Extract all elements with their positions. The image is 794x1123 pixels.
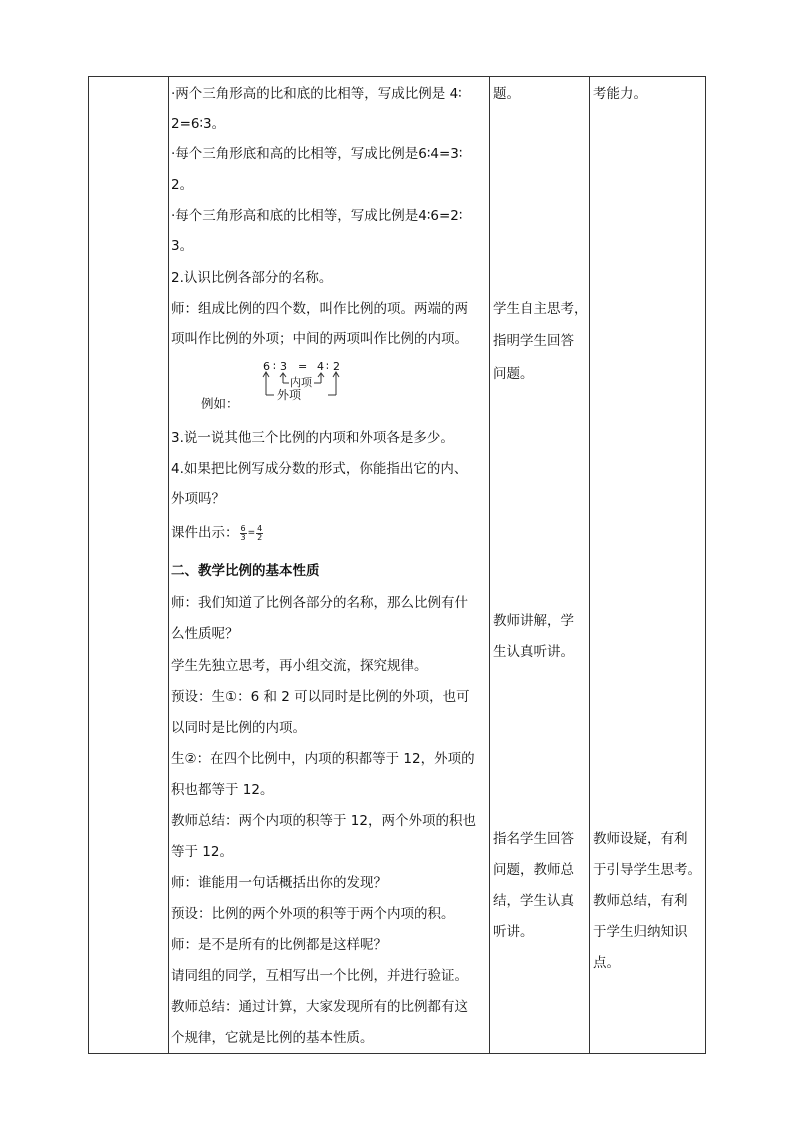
content-line: 2.认识比例各部分的名称。 [171,270,333,286]
section-heading: 二、教学比例的基本性质 [171,563,320,579]
diagram-equals: = [298,360,308,373]
intent-line: 教师总结，有利 [593,893,688,909]
content-line: 预设：生①：6 和 2 可以同时是比例的外项，也可 [171,689,470,705]
fraction: $\frac{4}{2}$ [257,523,263,542]
content-line: 等于 12。 [171,844,233,860]
diagram-term: 2 [333,360,340,373]
diagram-term: 6 [263,360,270,373]
content-line: 师：组成比例的四个数，叫作比例的项。两端的两 [171,301,468,317]
content-line: 2=6∶3。 [171,116,226,132]
outer-terms-label: 外项 [277,388,302,402]
activity-line: 教师讲解，学 [493,613,574,629]
content-line: 生②：在四个比例中，内项的积都等于 12，外项的 [171,751,475,767]
column-divider [168,77,169,1053]
activity-line: 听讲。 [493,924,534,940]
content-line: 2。 [171,177,194,193]
diagram-colon: ∶ [273,360,276,373]
diagram-colon: ∶ [326,360,329,373]
content-line: 请同组的同学，互相写出一个比例，并进行验证。 [171,968,468,984]
lesson-plan-table [88,76,706,1054]
content-line: 教师总结：两个内项的积等于 12，两个外项的积也 [171,813,476,829]
activity-line: 结，学生认真 [493,893,574,909]
intent-line: 于引导学生思考。 [593,862,701,878]
courseware-prefix: 课件出示： [171,525,239,541]
content-line: 以同时是比例的内项。 [171,720,306,736]
example-prefix: 例如： [201,396,239,411]
content-line: 课件出示： $\frac{6}{3}$ = $\frac{4}{2}$ [171,523,263,542]
intent-line: 教师设疑，有利 [593,831,688,847]
content-line: 4.如果把比例写成分数的形式，你能指出它的内、 [171,461,468,477]
content-line: ·每个三角形高和底的比相等，写成比例是4∶6=2∶ [171,208,463,224]
content-line: 师：是不是所有的比例都是这样呢？ [171,937,387,953]
content-line: ·每个三角形底和高的比相等，写成比例是6∶4=3∶ [171,146,463,162]
diagram-term: 3 [280,360,287,373]
column-divider [489,77,490,1053]
activity-line: 指明学生回答 [493,333,574,349]
fraction: $\frac{6}{3}$ [240,523,246,542]
content-line: 外项吗？ [171,491,225,507]
content-line: 学生先独立思考，再小组交流，探究规律。 [171,658,428,674]
intent-line: 于学生归纳知识 [593,924,688,940]
activity-line: 问题。 [493,366,534,382]
content-line: 个规律，它就是比例的基本性质。 [171,1030,374,1046]
content-line: 教师总结：通过计算，大家发现所有的比例都有这 [171,999,468,1015]
activity-line: 问题，教师总 [493,862,574,878]
proportion-terms-diagram [201,361,361,413]
inner-terms-label: 内项 [290,376,312,389]
content-line: 预设：比例的两个外项的积等于两个内项的积。 [171,906,455,922]
intent-line: 点。 [593,955,620,971]
activity-line: 学生自主思考， [493,301,588,317]
activity-line: 题。 [493,86,520,102]
content-line: 师：我们知道了比例各部分的名称，那么比例有什 [171,595,468,611]
diagram-term: 4 [317,360,324,373]
content-line: 么性质呢？ [171,626,239,642]
activity-line: 指名学生回答 [493,831,574,847]
content-line: 项叫作比例的外项；中间的两项叫作比例的内项。 [171,331,468,347]
intent-line: 考能力。 [593,86,647,102]
content-line: ·两个三角形高的比和底的比相等，写成比例是 4∶ [171,86,462,102]
content-line: 积也都等于 12。 [171,782,274,798]
content-line: 3。 [171,238,194,254]
column-divider [589,77,590,1053]
activity-line: 生认真听讲。 [493,644,574,660]
content-line: 3.说一说其他三个比例的内项和外项各是多少。 [171,430,454,446]
content-line: 师：谁能用一句话概括出你的发现？ [171,875,387,891]
